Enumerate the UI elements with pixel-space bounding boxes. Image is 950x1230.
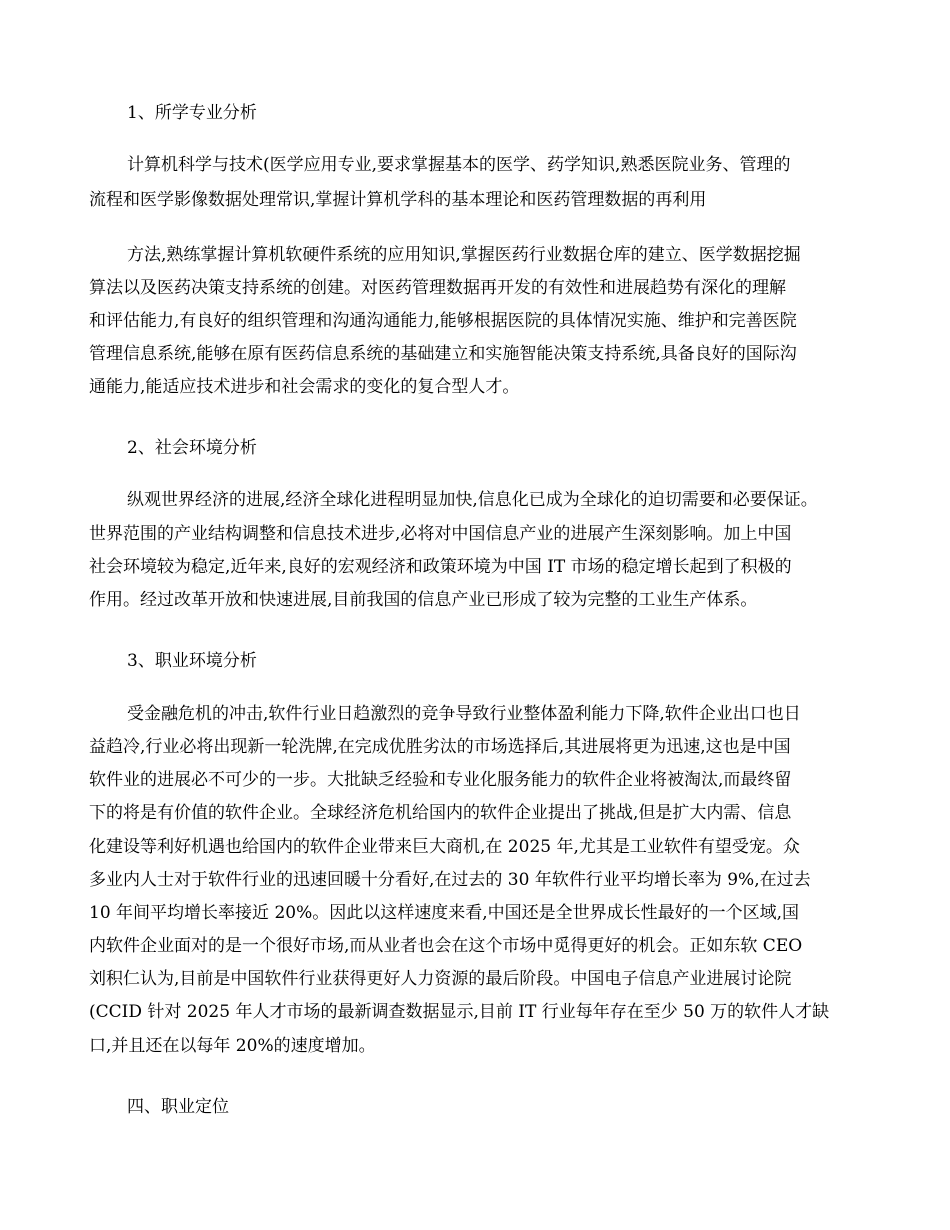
paragraph-line: 刘积仁认为,目前是中国软件行业获得更好人力资源的最后阶段。中国电子信息产业进展讨论院 xyxy=(89,969,792,989)
section-heading-career-environment: 3、职业环境分析 xyxy=(127,651,257,671)
paragraph-line: 算法以及医药决策支持系统的创建。对医药管理数据再开发的有效性和进展趋势有深化的理解 xyxy=(89,278,786,298)
paragraph-line: 下的将是有价值的软件企业。全球经济危机给国内的软件企业提出了挑战,但是扩大内需、信息 xyxy=(89,803,792,823)
section-heading-social-environment: 2、社会环境分析 xyxy=(127,438,257,458)
paragraph-line: 化建设等利好机遇也给国内的软件企业带来巨大商机,在 2025 年,尤其是工业软件有望受宠。众 xyxy=(89,837,800,857)
paragraph-line: 10 年间平均增长率接近 20%。因此以这样速度来看,中国还是全世界成长性最好的一个区域,国 xyxy=(89,903,800,923)
paragraph-line: 内软件企业面对的是一个很好市场,而从业者也会在这个市场中觅得更好的机会。正如东软 CEO xyxy=(89,936,803,956)
section-heading-career-positioning: 四、职业定位 xyxy=(127,1097,229,1117)
paragraph-line: 口,并且还在以每年 20%的速度增加。 xyxy=(89,1036,376,1056)
paragraph-line: 受金融危机的冲击,软件行业日趋激烈的竞争导致行业整体盈利能力下降,软件企业出口也日 xyxy=(127,704,801,724)
paragraph-line: 社会环境较为稳定,近年来,良好的宏观经济和政策环境为中国 IT 市场的稳定增长起到了积极的 xyxy=(89,557,792,577)
paragraph-line: 计算机科学与技术(医学应用专业,要求掌握基本的医学、药学知识,熟悉医院业务、管理的 xyxy=(127,155,791,175)
paragraph-line: 方法,熟练掌握计算机软硬件系统的应用知识,掌握医药行业数据仓库的建立、医学数据挖掘 xyxy=(127,245,801,265)
paragraph-line: 软件业的进展必不可少的一步。大批缺乏经验和专业化服务能力的软件企业将被淘汰,而最终留 xyxy=(89,770,792,790)
paragraph-line: 益趋冷,行业必将出现新一轮洗牌,在完成优胜劣汰的市场选择后,其进展将更为迅速,这也是中国 xyxy=(89,737,791,757)
paragraph-line: 流程和医学影像数据处理常识,掌握计算机学科的基本理论和医药管理数据的再利用 xyxy=(89,190,707,210)
paragraph-line: 纵观世界经济的进展,经济全球化进程明显加快,信息化已成为全球化的迫切需要和必要保证。 xyxy=(127,490,818,510)
paragraph-line: 世界范围的产业结构调整和信息技术进步,必将对中国信息产业的进展产生深刻影响。加上中国 xyxy=(89,524,792,544)
paragraph-line: 通能力,能适应技术进步和社会需求的变化的复合型人才。 xyxy=(89,377,520,397)
paragraph-line: 管理信息系统,能够在原有医药信息系统的基础建立和实施智能决策支持系统,具备良好的国际沟 xyxy=(89,344,797,364)
paragraph-line: 多业内人士对于软件行业的迅速回暖十分看好,在过去的 30 年软件行业平均增长率为 9%,在过去 xyxy=(89,870,811,890)
paragraph-line: 作用。经过改革开放和快速进展,目前我国的信息产业已形成了较为完整的工业生产体系。 xyxy=(89,590,758,610)
section-heading-major-analysis: 1、所学专业分析 xyxy=(127,103,257,123)
paragraph-line: (CCID 针对 2025 年人才市场的最新调查数据显示,目前 IT 行业每年存在至少 50 万的软件人才缺 xyxy=(89,1002,830,1022)
paragraph-line: 和评估能力,有良好的组织管理和沟通沟通能力,能够根据医院的具体情况实施、维护和完善医院 xyxy=(89,311,797,331)
